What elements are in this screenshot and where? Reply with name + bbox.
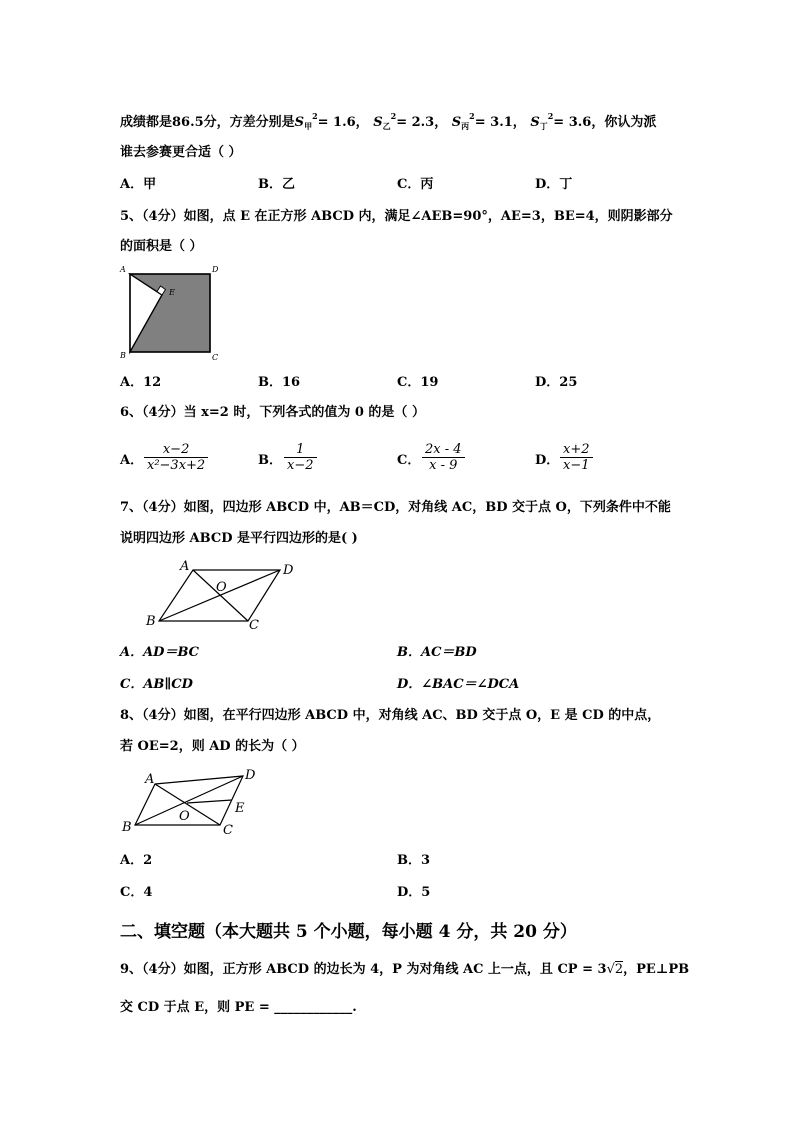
q4-option-b[interactable]: B．乙	[258, 177, 295, 192]
q6-line-1: 6、（4分）当 x=2 时，下列各式的值为 0 的是（ ）	[120, 405, 425, 420]
label-b: B	[146, 614, 156, 629]
q5-option-b[interactable]: B．16	[258, 375, 301, 390]
label-e: E	[235, 801, 245, 816]
q5-line-1: 5、（4分）如图，点 E 在正方形 ABCD 内，满足∠AEB=90°，AE=3，BE=4，则阴影部分	[120, 209, 673, 224]
q4-line-2: 谁去参赛更合适（ ）	[120, 145, 242, 160]
q8-option-b[interactable]: B．3	[397, 853, 431, 868]
variance-value: = 1.6，	[317, 115, 369, 130]
q4-text: 成绩都是86.5分，方差分别是	[120, 115, 295, 130]
variance-symbol: S	[373, 115, 383, 130]
sqrt-radicand: 2	[614, 962, 624, 977]
q4-line-1	[120, 108, 656, 134]
variance-value: = 3.1，	[474, 115, 526, 130]
label-c: C	[223, 823, 233, 838]
variance-value: = 3.6，你认为派	[553, 115, 657, 130]
label-e: E	[169, 288, 175, 297]
q6-option-a-letter[interactable]: A．	[120, 453, 144, 468]
q8-option-a[interactable]: A．2	[120, 853, 153, 868]
label-o: O	[179, 809, 190, 824]
numerator: 2x - 4	[425, 442, 462, 457]
q7-option-a[interactable]: A．AD＝BC	[120, 645, 200, 660]
q5-option-d[interactable]: D．25	[535, 375, 578, 390]
variance-sub: 丁	[539, 121, 548, 131]
q6-option-c-fraction	[422, 442, 465, 473]
q9-line-1	[120, 962, 689, 978]
q6-option-b-fraction	[284, 442, 317, 473]
label-b: B	[122, 820, 132, 835]
q9-text: 9、（4分）如图，正方形 ABCD 的边长为 4，P 为对角线 AC 上一点，且 CP = 3	[120, 962, 607, 977]
q4-option-a[interactable]: A．甲	[120, 177, 157, 192]
section-heading: 二、填空题（本大题共 5 个小题，每小题 4 分，共 20 分）	[120, 922, 577, 942]
variance-exp: 2	[390, 111, 397, 121]
variance-sub: 乙	[382, 121, 391, 131]
q8-option-c[interactable]: C．4	[120, 885, 153, 900]
variance-exp: 2	[312, 111, 318, 121]
q8-line-2: 若 OE=2，则 AD 的长为（ ）	[120, 739, 305, 754]
q6-option-b-letter[interactable]: B．	[258, 453, 282, 468]
label-c: C	[249, 618, 259, 633]
q6-option-c-letter[interactable]: C．	[397, 453, 421, 468]
label-a: A	[120, 265, 126, 274]
variance-sub: 甲	[304, 121, 313, 131]
sqrt-sign: √	[606, 962, 615, 977]
q7-line-2: 说明四边形 ABCD 是平行四边形的是( )	[120, 531, 358, 546]
label-a: A	[145, 772, 155, 787]
q4-option-c[interactable]: C．丙	[397, 177, 434, 192]
label-d: D	[283, 563, 294, 578]
label-a: A	[180, 559, 190, 574]
denominator: x²−3x+2	[144, 457, 208, 473]
denominator: x - 9	[422, 457, 465, 473]
q7-option-d[interactable]: D．∠BAC＝∠DCA	[397, 677, 520, 692]
numerator: 1	[296, 442, 305, 457]
q6-option-a-fraction	[144, 442, 208, 473]
q7-line-1: 7、（4分）如图，四边形 ABCD 中，AB＝CD，对角线 AC，BD 交于点 O，下列条件中不能	[120, 500, 671, 515]
variance-symbol: S	[451, 115, 462, 130]
q9-text-tail: ，PE⊥PB	[623, 962, 690, 977]
q8-parallelogram-figure	[115, 762, 265, 842]
q6-option-d-fraction	[560, 442, 593, 473]
q5-option-a[interactable]: A．12	[120, 375, 162, 390]
numerator: x+2	[563, 442, 590, 457]
label-c: C	[212, 353, 219, 362]
label-b: B	[120, 351, 126, 360]
q6-option-d-letter[interactable]: D．	[535, 453, 560, 468]
variance-value: = 2.3，	[396, 115, 448, 130]
q7-option-c[interactable]: C．AB∥CD	[120, 677, 193, 692]
variance-sub: 丙	[461, 121, 470, 131]
q8-line-1: 8、（4分）如图，在平行四边形 ABCD 中，对角线 AC、BD 交于点 O，E 是 CD 的中点，	[120, 708, 661, 723]
variance-exp: 2	[547, 111, 554, 121]
denominator: x−2	[284, 457, 317, 473]
q7-parallelogram-figure	[140, 555, 310, 635]
variance-symbol: S	[530, 115, 540, 130]
q4-option-d[interactable]: D．丁	[535, 177, 573, 192]
q8-option-d[interactable]: D．5	[397, 885, 431, 900]
label-d: D	[245, 768, 256, 783]
variance-exp: 2	[469, 111, 475, 121]
label-d: D	[212, 265, 219, 274]
label-o: O	[216, 580, 227, 595]
q5-option-c[interactable]: C．19	[397, 375, 439, 390]
q7-option-b[interactable]: B．AC＝BD	[397, 645, 477, 660]
variance-symbol: S	[294, 115, 305, 130]
q5-line-2: 的面积是（ ）	[120, 239, 203, 254]
numerator: x−2	[162, 442, 190, 457]
q5-square-figure	[112, 262, 224, 366]
q9-line-2: 交 CD 于点 E，则 PE = ____________.	[120, 1000, 357, 1015]
denominator: x−1	[560, 457, 593, 473]
